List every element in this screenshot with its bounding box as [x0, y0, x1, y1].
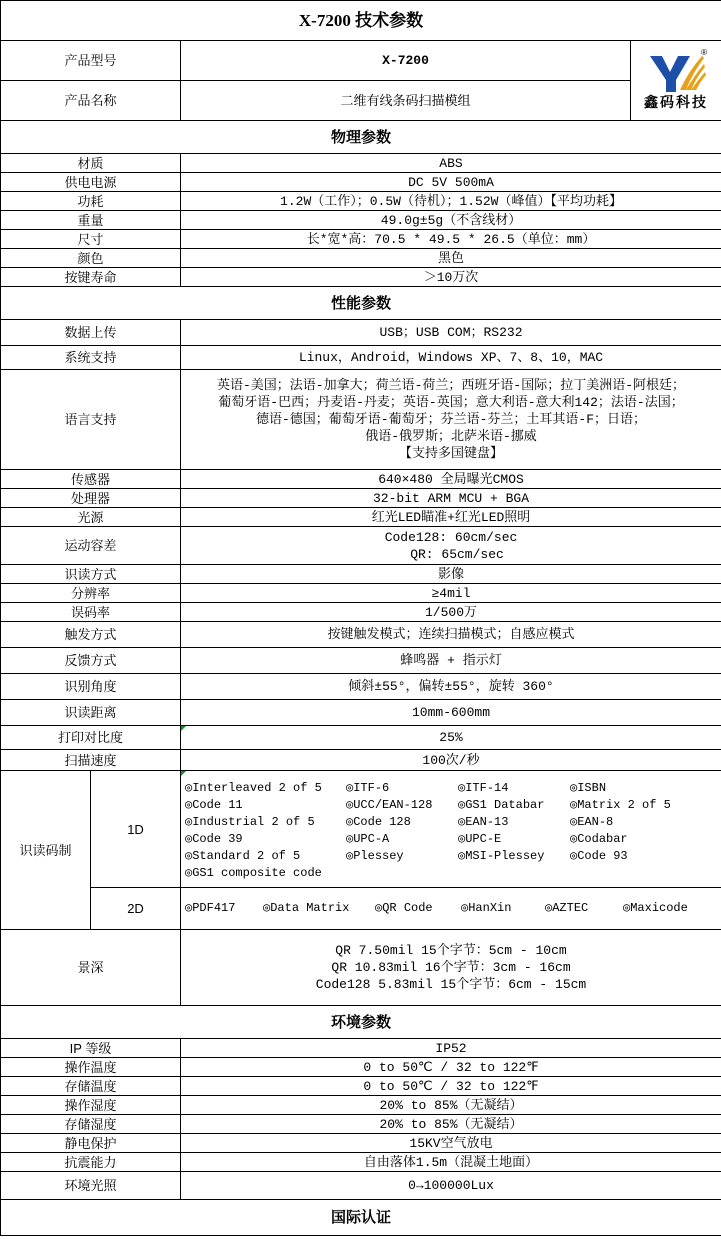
row-label: 反馈方式 [1, 648, 181, 674]
registered-mark: ® [701, 48, 708, 57]
row-label: 重量 [1, 211, 181, 230]
row-value: 0→100000Lux [181, 1172, 721, 1200]
symbology-2d-item: ◎Data Matrix [263, 901, 350, 915]
section-certification-title: 国际认证 [1, 1200, 721, 1236]
codes-2d [181, 888, 721, 930]
symbology-1d-item: ◎Matrix 2 of 5 [570, 798, 671, 812]
row-value: 1.2W（工作）；0.5W（待机）；1.52W（峰值）【平均功耗】 [181, 192, 721, 211]
row-label: 静电保护 [1, 1134, 181, 1153]
row-label: 存储湿度 [1, 1115, 181, 1134]
row-label: 操作温度 [1, 1058, 181, 1077]
language-line: 【支持多国键盘】 [399, 446, 504, 461]
symbology-1d-item: ◎Code 128 [346, 815, 411, 829]
row-value: 640×480 全局曝光CMOS [181, 470, 721, 489]
symbology-1d-item: ◎ITF-14 [458, 781, 509, 795]
codes-1d-grid [185, 780, 721, 882]
row-value: 黑色 [181, 249, 721, 268]
logo-mark-icon [644, 50, 708, 94]
row-value [181, 726, 721, 750]
row-value: ＞10万次 [181, 268, 721, 287]
row-value: Linux，Android，Windows XP、7、8、10，MAC [181, 346, 721, 370]
row-label: 抗震能力 [1, 1153, 181, 1172]
symbology-1d-item: ◎Interleaved 2 of 5 [185, 781, 322, 795]
comment-marker-icon [181, 771, 186, 776]
language-list [181, 370, 721, 470]
section-performance-title: 性能参数 [1, 287, 721, 320]
codes-2d-row [185, 901, 721, 916]
row-label: 数据上传 [1, 320, 181, 346]
symbology-1d-item: ◎MSI-Plessey [458, 849, 545, 863]
symbology-1d-item: ◎UPC-A [346, 832, 390, 846]
row-label: 运动容差 [1, 527, 181, 565]
row-value: 15KV空气放电 [181, 1134, 721, 1153]
symbology-1d-item: ◎Standard 2 of 5 [185, 849, 301, 863]
row-label: 识读方式 [1, 565, 181, 584]
row-label: 传感器 [1, 470, 181, 489]
page-title: X-7200 技术参数 [1, 1, 721, 41]
row-label: 触发方式 [1, 622, 181, 648]
row-label: 存储温度 [1, 1077, 181, 1096]
row-label: 扫描速度 [1, 750, 181, 771]
depth-values [181, 930, 721, 1006]
row-value: 长*宽*高：70.5 * 49.5 * 26.5（单位：mm） [181, 230, 721, 249]
symbology-1d-item: ◎EAN-8 [570, 815, 614, 829]
row-value: DC 5V 500mA [181, 173, 721, 192]
row-label: 分辨率 [1, 584, 181, 603]
motion-line: QR: 65cm/sec [410, 546, 504, 562]
language-line: 葡萄牙语-巴西；丹麦语-丹麦；英语-英国；意大利语-意大利142；法语-法国； [218, 395, 684, 410]
row-value: 10mm-600mm [181, 700, 721, 726]
motion-line: Code128: 60cm/sec [384, 529, 518, 545]
section-physical-title: 物理参数 [1, 121, 721, 154]
symbology-1d-item: ◎Industrial 2 of 5 [185, 815, 315, 829]
company-logo [631, 41, 721, 121]
row-label: 处理器 [1, 489, 181, 508]
row-value: ≥4mil [181, 584, 721, 603]
section-environment-title: 环境参数 [1, 1006, 721, 1039]
row-label: 尺寸 [1, 230, 181, 249]
symbology-1d-item: ◎Code 11 [185, 798, 243, 812]
symbology-1d-item: ◎UPC-E [458, 832, 502, 846]
row-value: USB；USB COM；RS232 [181, 320, 721, 346]
row-label: 识读距离 [1, 700, 181, 726]
symbology-2d-item: ◎AZTEC [545, 901, 589, 915]
row-label: 材质 [1, 154, 181, 173]
symbology-2d-item: ◎PDF417 [185, 901, 236, 915]
symbology-1d-item: ◎Codabar [570, 832, 628, 846]
symbology-1d-item: ◎GS1 Databar [458, 798, 545, 812]
symbology-1d-item: ◎GS1 composite code [185, 866, 322, 880]
row-value: 红光LED瞄准+红光LED照明 [181, 508, 721, 527]
row-value: IP52 [181, 1039, 721, 1058]
symbology-1d-item: ◎Code 93 [570, 849, 628, 863]
codes-1d [181, 771, 721, 888]
row-label: 识别角度 [1, 674, 181, 700]
row-label: 功耗 [1, 192, 181, 211]
logo-text: 鑫码科技 [644, 95, 708, 111]
row-value: 49.0g±5g（不含线材） [181, 211, 721, 230]
symbology-2d-item: ◎Maxicode [623, 901, 688, 915]
row-value: ABS [181, 154, 721, 173]
row-value: 影像 [181, 565, 721, 584]
language-line: 德语-德国；葡萄牙语-葡萄牙；芬兰语-芬兰；土耳其语-F；日语； [256, 412, 647, 427]
row-value: 1/500万 [181, 603, 721, 622]
symbology-2d-label: 2D [91, 888, 181, 930]
row-label: IP 等级 [1, 1039, 181, 1058]
row-value: 自由落体1.5m（混凝土地面） [181, 1153, 721, 1172]
model-value: X-7200 [181, 41, 631, 81]
row-value: 按键触发模式；连续扫描模式；自感应模式 [181, 622, 721, 648]
row-value: 32-bit ARM MCU + BGA [181, 489, 721, 508]
motion-values [181, 527, 721, 565]
row-value: 0 to 50℃ / 32 to 122℉ [181, 1058, 721, 1077]
row-label: 误码率 [1, 603, 181, 622]
row-label: 景深 [1, 930, 181, 1006]
symbology-label: 识读码制 [1, 771, 91, 930]
row-label: 系统支持 [1, 346, 181, 370]
row-label: 颜色 [1, 249, 181, 268]
row-value: 倾斜±55°，偏转±55°，旋转 360° [181, 674, 721, 700]
depth-line: Code128 5.83mil 15个字节：6cm - 15cm [315, 977, 587, 992]
row-value: 20% to 85%（无凝结） [181, 1096, 721, 1115]
row-label: 操作湿度 [1, 1096, 181, 1115]
row-value: 100次/秒 [181, 750, 721, 771]
language-line: 俄语-俄罗斯；北萨米语-挪威 [365, 429, 537, 444]
row-label: 环境光照 [1, 1172, 181, 1200]
comment-marker-icon [181, 726, 186, 731]
symbology-1d-item: ◎Plessey [346, 849, 404, 863]
symbology-1d-item: ◎ITF-6 [346, 781, 390, 795]
symbology-1d-item: ◎ISBN [570, 781, 607, 795]
depth-line: QR 7.50mil 15个字节：5cm - 10cm [335, 943, 567, 958]
symbology-1d-item: ◎EAN-13 [458, 815, 509, 829]
row-value: 20% to 85%（无凝结） [181, 1115, 721, 1134]
row-label: 供电电源 [1, 173, 181, 192]
row-label: 按键寿命 [1, 268, 181, 287]
row-value: 蜂鸣器 + 指示灯 [181, 648, 721, 674]
row-label: 光源 [1, 508, 181, 527]
row-label: 语言支持 [1, 370, 181, 470]
symbology-1d-item: ◎UCC/EAN-128 [346, 798, 433, 812]
contrast-value: 25% [439, 730, 463, 745]
row-label: 打印对比度 [1, 726, 181, 750]
symbology-1d-label: 1D [91, 771, 181, 888]
language-line: 英语-美国；法语-加拿大；荷兰语-荷兰；西班牙语-国际；拉丁美洲语-阿根廷； [217, 378, 686, 393]
depth-line: QR 10.83mil 16个字节：3cm - 16cm [331, 960, 571, 975]
symbology-2d-item: ◎HanXin [461, 901, 512, 915]
symbology-2d-item: ◎QR Code [375, 901, 433, 915]
symbology-1d-item: ◎Code 39 [185, 832, 243, 846]
name-value: 二维有线条码扫描模组 [181, 81, 631, 121]
model-label: 产品型号 [1, 41, 181, 81]
row-value: 0 to 50℃ / 32 to 122℉ [181, 1077, 721, 1096]
name-label: 产品名称 [1, 81, 181, 121]
